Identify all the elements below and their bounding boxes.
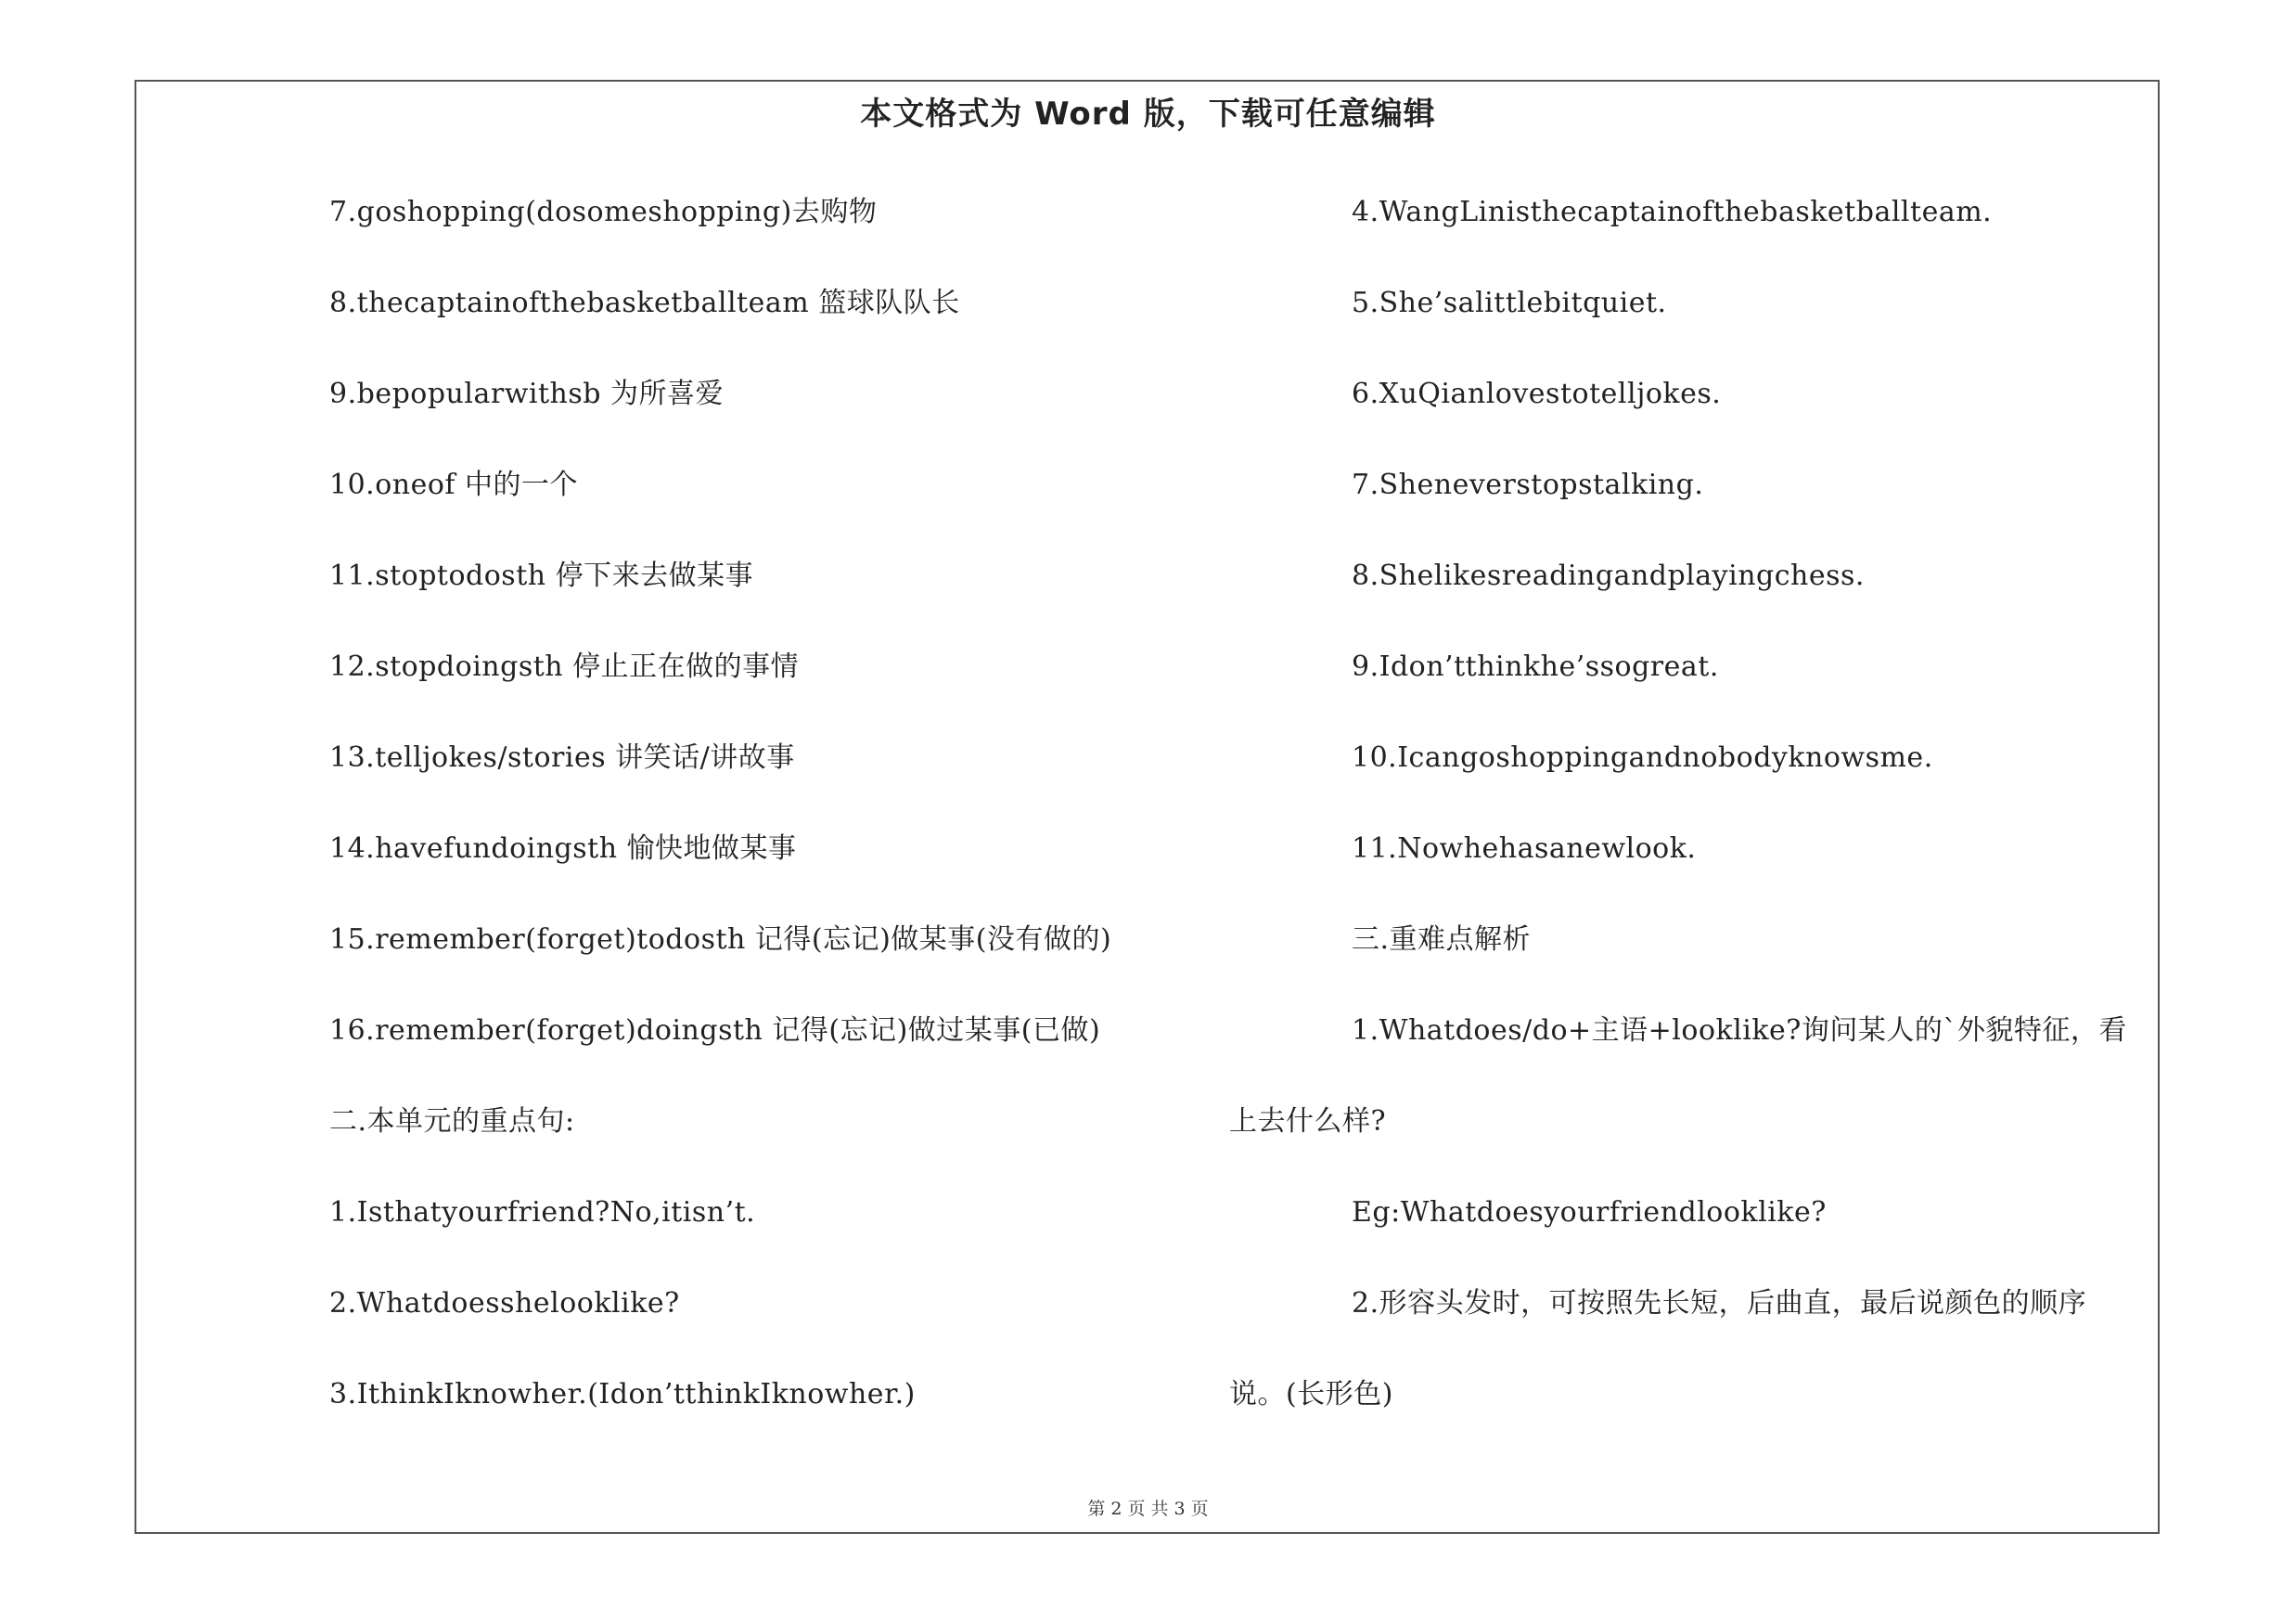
- paragraph-line: 1.Whatdoes/do+主语+looklike?询问某人的`外貌特征，看: [1352, 1014, 2127, 1047]
- list-item: 7.goshopping(dosomeshopping)去购物: [329, 196, 878, 228]
- list-item: 15.remember(forget)todosth 记得(忘记)做某事(没有做的): [329, 923, 1112, 956]
- section-heading: 二.本单元的重点句:: [329, 1105, 575, 1138]
- example-line: Eg:Whatdoesyourfriendlooklike?: [1352, 1196, 1827, 1229]
- list-item: 16.remember(forget)doingsth 记得(忘记)做过某事(已做): [329, 1014, 1101, 1047]
- list-item: 5.She’salittlebitquiet.: [1352, 287, 1667, 319]
- paragraph-line: 2.形容头发时，可按照先长短，后曲直，最后说颜色的顺序: [1352, 1287, 2087, 1320]
- list-item: 10.Icangoshoppingandnobodyknowsme.: [1352, 741, 1933, 774]
- list-item: 4.WangLinisthecaptainofthebasketballteam.: [1352, 196, 1993, 228]
- list-item: 3.IthinkIknowher.(Idon’tthinkIknowher.): [329, 1378, 916, 1410]
- page-number-footer: 第 2 页 共 3 页: [1087, 1499, 1209, 1519]
- list-item: 6.XuQianlovestotelljokes.: [1352, 378, 1722, 410]
- list-item: 14.havefundoingsth 愉快地做某事: [329, 832, 797, 865]
- list-item: 7.Sheneverstopstalking.: [1352, 469, 1704, 501]
- list-item: 1.Isthatyourfriend?No,itisn’t.: [329, 1196, 756, 1229]
- list-item: 8.Shelikesreadingandplayingchess.: [1352, 560, 1865, 592]
- list-item: 11.Nowhehasanewlook.: [1352, 832, 1697, 865]
- list-item: 13.telljokes/stories 讲笑话/讲故事: [329, 741, 795, 774]
- paragraph-line: 说。(长形色): [1229, 1378, 1393, 1410]
- document-header: 本文格式为 Word 版，下载可任意编辑: [860, 96, 1436, 133]
- list-item: 9.bepopularwithsb 为所喜爱: [329, 378, 724, 410]
- list-item: 8.thecaptainofthebasketballteam 篮球队队长: [329, 287, 960, 319]
- list-item: 9.Idon’tthinkhe’ssogreat.: [1352, 650, 1719, 683]
- list-item: 11.stoptodosth 停下来去做某事: [329, 560, 754, 592]
- left-column: [329, 186, 1211, 1459]
- list-item: 12.stopdoingsth 停止正在做的事情: [329, 650, 800, 683]
- list-item: 10.oneof 中的一个: [329, 469, 579, 501]
- right-column: [1229, 186, 2157, 1459]
- paragraph-line: 上去什么样?: [1229, 1105, 1387, 1138]
- section-heading: 三.重难点解析: [1352, 923, 1532, 956]
- list-item: 2.Whatdoesshelooklike?: [329, 1287, 680, 1320]
